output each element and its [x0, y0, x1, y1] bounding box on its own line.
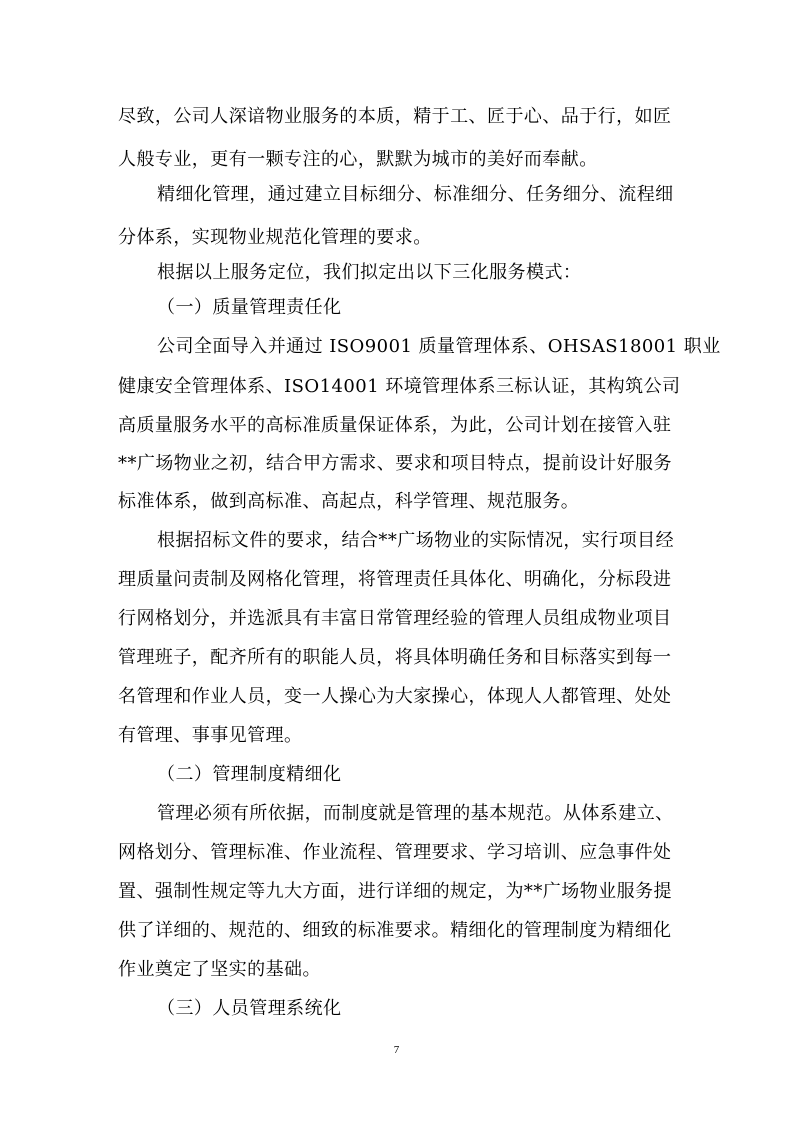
body-text-line: 精细化管理，通过建立目标细分、标准细分、任务细分、流程细 [157, 184, 674, 205]
body-text-line: 行网格划分，并选派具有丰富日常管理经验的管理人员组成物业项目 [118, 608, 672, 629]
body-text-line: 置、强制性规定等九大方面，进行详细的规定，为**广场物业服务提 [118, 881, 672, 902]
body-text-line: 人般专业，更有一颗专注的心，默默为城市的美好而奉献。 [118, 149, 598, 170]
body-text-line: 根据以上服务定位，我们拟定出以下三化服务模式： [157, 262, 582, 283]
body-text-line: 根据招标文件的要求，结合**广场物业的实际情况，实行项目经 [157, 530, 675, 551]
body-text-line: **广场物业之初，结合甲方需求、要求和项目特点，提前设计好服务 [118, 453, 672, 474]
body-text-line: 分体系，实现物业规范化管理的要求。 [118, 227, 432, 248]
body-text-line: 尽致，公司人深谙物业服务的本质，精于工、匠于心、品于行，如匠 [118, 106, 672, 127]
body-text-line: 管理班子，配齐所有的职能人员，将具体明确任务和目标落实到每一 [118, 647, 672, 668]
section-heading: （三）人员管理系统化 [157, 998, 342, 1019]
section-heading: （一）质量管理责任化 [157, 297, 342, 318]
body-text-line: 名管理和作业人员，变一人操心为大家操心，体现人人都管理、处处 [118, 686, 672, 707]
section-heading: （二）管理制度精细化 [157, 764, 342, 785]
body-text-line: 标准体系，做到高标准、高起点，科学管理、规范服务。 [118, 491, 580, 512]
body-text-line: 理质量问责制及网格化管理，将管理责任具体化、明确化，分标段进 [118, 569, 672, 590]
body-text-line: 管理必须有所依据，而制度就是管理的基本规范。从体系建立、 [157, 803, 674, 824]
page-number: 7 [393, 1044, 400, 1056]
body-text-line: 有管理、事事见管理。 [118, 725, 303, 746]
body-text-line: 供了详细的、规范的、细致的标准要求。精细化的管理制度为精细化 [118, 920, 672, 941]
body-text-line: 作业奠定了坚实的基础。 [118, 959, 321, 980]
body-text-line: 网格划分、管理标准、作业流程、管理要求、学习培训、应急事件处 [118, 842, 672, 863]
body-text-line: 公司全面导入并通过 ISO9001 质量管理体系、OHSAS18001 职业 [157, 336, 721, 357]
body-text-line: 高质量服务水平的高标准质量保证体系，为此，公司计划在接管入驻 [118, 415, 672, 436]
body-text-line: 健康安全管理体系、ISO14001 环境管理体系三标认证，其构筑公司 [118, 376, 681, 397]
